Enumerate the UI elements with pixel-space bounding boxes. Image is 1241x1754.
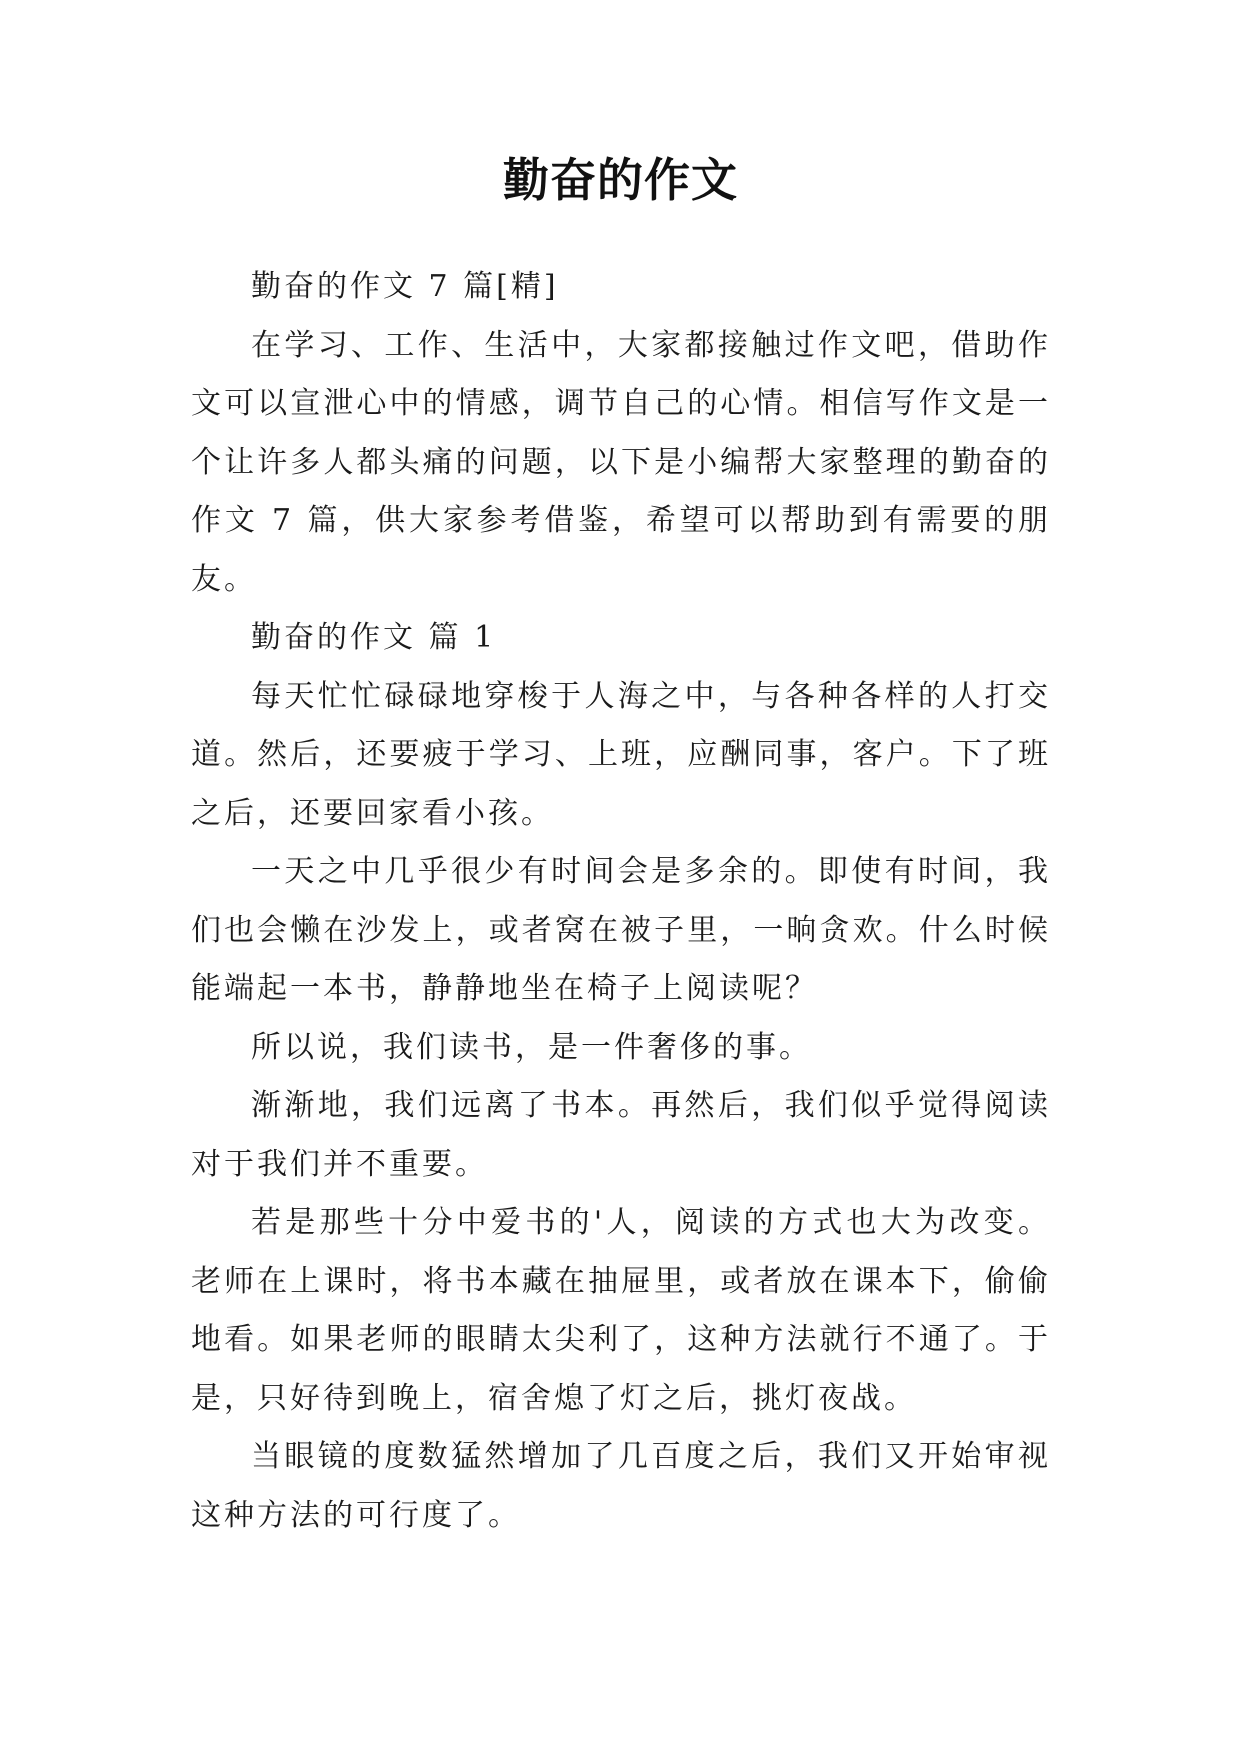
- document-body: [191, 258, 1051, 1545]
- paragraph: 每天忙忙碌碌地穿梭于人海之中，与各种各样的人打交道。然后，还要疲于学习、上班，应酬同事，客户。下了班之后，还要回家看小孩。: [191, 678, 1051, 831]
- paragraph: 一天之中几乎很少有时间会是多余的。即使有时间，我们也会懒在沙发上，或者窝在被子里，一晌贪欢。什么时候能端起一本书，静静地坐在椅子上阅读呢？: [191, 854, 1051, 1006]
- intro-paragraph: 在学习、工作、生活中，大家都接触过作文吧，借助作文可以宣泄心中的情感，调节自己的心情。相信写作文是一个让许多人都头痛的问题，以下是小编帮大家整理的勤奋的作文 7 篇，供大家参考借鉴，希望可以帮助到有需要的朋友。: [191, 327, 1051, 597]
- paragraph: 若是那些十分中爱书的'人，阅读的方式也大为改变。老师在上课时，将书本藏在抽屉里，或者放在课本下，偷偷地看。如果老师的眼睛太尖利了，这种方法就行不通了。于是，只好待到晚上，宿舍熄了灯之后，挑灯夜战。: [191, 1205, 1051, 1416]
- paragraph: 当眼镜的度数猛然增加了几百度之后，我们又开始审视这种方法的可行度了。: [191, 1439, 1051, 1533]
- document-title: 勤奋的作文: [503, 153, 738, 207]
- paragraph: 所以说，我们读书，是一件奢侈的事。: [251, 1029, 812, 1065]
- document-subtitle: 勤奋的作文 7 篇[精]: [251, 269, 559, 304]
- paragraph: 渐渐地，我们远离了书本。再然后，我们似乎觉得阅读对于我们并不重要。: [191, 1088, 1051, 1182]
- section-heading: 勤奋的作文 篇 1: [251, 620, 497, 655]
